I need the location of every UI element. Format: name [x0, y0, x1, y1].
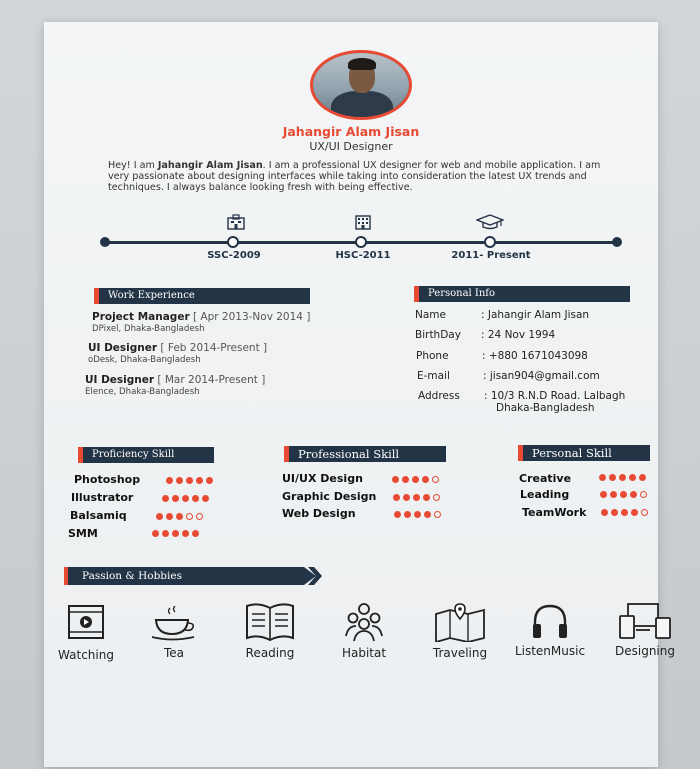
- skill-name: Leading: [520, 488, 570, 501]
- timeline-node: [484, 236, 496, 248]
- rating-dot-filled: [202, 495, 209, 502]
- timeline-label: 2011- Present: [451, 250, 531, 261]
- rating-dot-filled: [176, 513, 183, 520]
- skill-name: Graphic Design: [282, 490, 377, 503]
- info-row-phone: Phone : +880 1671043098: [416, 350, 588, 362]
- rating-dot-filled: [404, 511, 411, 518]
- rating-dot-filled: [609, 474, 616, 481]
- skill-rating: [392, 476, 439, 484]
- devices-icon: [618, 602, 672, 640]
- rating-dot-filled: [611, 509, 618, 516]
- skill-rating: [162, 495, 209, 503]
- rating-dot-filled: [423, 494, 430, 501]
- rating-dot-filled: [403, 494, 410, 501]
- hobby-reading: Reading: [240, 602, 300, 660]
- personal-info-header: Personal Info: [414, 286, 630, 302]
- rating-dot-filled: [630, 491, 637, 498]
- skill-rating: [600, 491, 647, 499]
- rating-dot-filled: [413, 494, 420, 501]
- rating-dot-filled: [192, 530, 199, 537]
- rating-dot-filled: [631, 509, 638, 516]
- job-entry: UI Designer [ Feb 2014-Present ] oDesk, Dhaka-Bangladesh: [88, 342, 268, 365]
- rating-dot-filled: [619, 474, 626, 481]
- job-entry: UI Designer [ Mar 2014-Present ] Elence, Dhaka-Bangladesh: [85, 374, 266, 397]
- skill-rating: [601, 509, 648, 517]
- info-row-name: Name : Jahangir Alam Jisan: [415, 309, 590, 321]
- rating-dot-filled: [196, 477, 203, 484]
- person-name: Jahangir Alam Jisan: [282, 124, 420, 139]
- timeline-node: [227, 236, 239, 248]
- rating-dot-filled: [600, 491, 607, 498]
- info-row-birthday: BirthDay : 24 Nov 1994: [415, 329, 556, 341]
- skill-rating: [394, 511, 441, 519]
- skill-rating: [152, 530, 199, 538]
- rating-dot-filled: [186, 477, 193, 484]
- rating-dot-filled: [422, 476, 429, 483]
- tea-cup-icon: [150, 606, 198, 642]
- rating-dot-empty: [640, 491, 647, 498]
- map-icon: [434, 602, 486, 642]
- rating-dot-filled: [152, 530, 159, 537]
- people-icon: [344, 602, 384, 642]
- rating-dot-filled: [402, 476, 409, 483]
- hobby-watching: Watching: [56, 604, 116, 662]
- professional-skill-header: Professional Skill: [284, 446, 446, 462]
- rating-dot-filled: [393, 494, 400, 501]
- rating-dot-filled: [172, 530, 179, 537]
- skill-name: Balsamiq: [70, 509, 127, 522]
- rating-dot-filled: [162, 530, 169, 537]
- skill-name: Web Design: [282, 507, 356, 520]
- skill-rating: [156, 513, 203, 521]
- rating-dot-filled: [206, 477, 213, 484]
- rating-dot-empty: [196, 513, 203, 520]
- intro-paragraph: Hey! I am Jahangir Alam Jisan. I am a professional UX designer for web and mobile application. I am very passionate about designing interfaces while taking into consideration the latest UX trends and techniques. I always balance looking fresh with being effective.: [108, 160, 601, 193]
- skill-name: Illustrator: [71, 491, 134, 504]
- personal-skill-header: Personal Skill: [518, 445, 650, 461]
- skill-name: Creative: [519, 472, 572, 485]
- timeline-end-dot: [612, 237, 622, 247]
- rating-dot-empty: [434, 511, 441, 518]
- skill-rating: [393, 494, 440, 502]
- info-row-address: Address : 10/3 R.N.D Road. Lalbagh Dhaka-Bangladesh: [418, 390, 626, 414]
- rating-dot-empty: [433, 494, 440, 501]
- rating-dot-filled: [172, 495, 179, 502]
- rating-dot-filled: [182, 530, 189, 537]
- resume-page: [44, 22, 675, 767]
- rating-dot-filled: [424, 511, 431, 518]
- rating-dot-filled: [620, 491, 627, 498]
- skill-name: UI/UX Design: [282, 472, 363, 485]
- rating-dot-filled: [394, 511, 401, 518]
- skill-rating: [599, 474, 646, 482]
- timeline-label: HSC-2011: [335, 250, 391, 261]
- job-entry: Project Manager [ Apr 2013-Nov 2014 ] DPixel, Dhaka-Bangladesh: [92, 311, 311, 334]
- info-row-email: E-mail : jisan904@gmail.com: [417, 370, 600, 382]
- film-icon: [67, 604, 105, 640]
- hobby-designing: Designing: [610, 602, 680, 658]
- rating-dot-filled: [601, 509, 608, 516]
- timeline-start-dot: [100, 237, 110, 247]
- rating-dot-filled: [599, 474, 606, 481]
- graduation-cap-icon: [476, 214, 504, 230]
- rating-dot-empty: [641, 509, 648, 516]
- book-icon: [244, 602, 296, 642]
- skill-name: Photoshop: [74, 473, 141, 486]
- rating-dot-filled: [166, 513, 173, 520]
- rating-dot-filled: [392, 476, 399, 483]
- work-experience-header: Work Experience: [94, 288, 310, 304]
- rating-dot-empty: [186, 513, 193, 520]
- rating-dot-filled: [621, 509, 628, 516]
- rating-dot-filled: [610, 491, 617, 498]
- hobby-traveling: Traveling: [428, 602, 492, 660]
- rating-dot-filled: [176, 477, 183, 484]
- college-building-icon: [353, 214, 373, 230]
- hobby-habitat: Habitat: [334, 602, 394, 660]
- rating-dot-filled: [166, 477, 173, 484]
- hobby-tea: Tea: [144, 606, 204, 660]
- hobbies-header: Passion & Hobbies: [82, 570, 182, 582]
- rating-dot-empty: [432, 476, 439, 483]
- hobby-music: ListenMusic: [510, 602, 590, 658]
- rating-dot-filled: [192, 495, 199, 502]
- rating-dot-filled: [162, 495, 169, 502]
- rating-dot-filled: [412, 476, 419, 483]
- rating-dot-filled: [414, 511, 421, 518]
- skill-name: SMM: [68, 527, 98, 540]
- person-role: UX/UI Designer: [309, 140, 393, 153]
- rating-dot-filled: [182, 495, 189, 502]
- skill-rating: [166, 477, 213, 485]
- school-building-icon: [226, 214, 246, 230]
- rating-dot-filled: [156, 513, 163, 520]
- proficiency-skill-header: Proficiency Skill: [78, 447, 214, 463]
- timeline-label: SSC-2009: [207, 250, 261, 261]
- timeline-node: [355, 236, 367, 248]
- headphones-icon: [530, 602, 570, 640]
- rating-dot-filled: [639, 474, 646, 481]
- profile-photo: [310, 50, 412, 120]
- skill-name: TeamWork: [522, 506, 587, 519]
- rating-dot-filled: [629, 474, 636, 481]
